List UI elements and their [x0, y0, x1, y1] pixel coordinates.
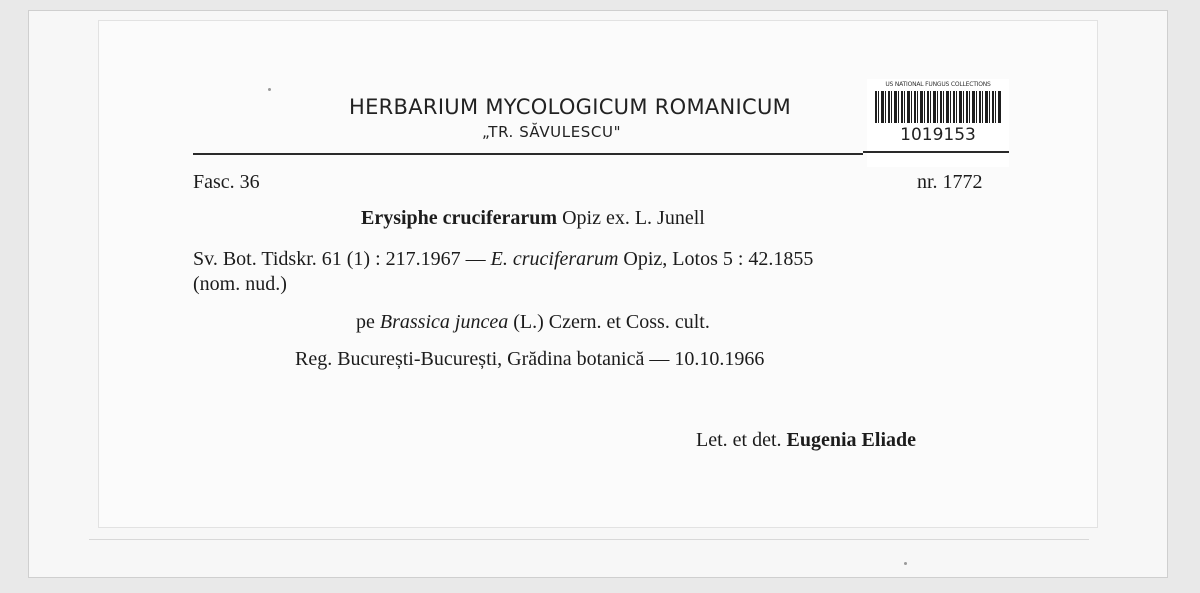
barcode-icon	[875, 91, 1001, 123]
taxon-line	[361, 208, 705, 228]
herbarium-title: HERBARIUM MYCOLOGICUM ROMANICUM	[349, 95, 792, 119]
collector-prefix: Let. et det.	[696, 429, 782, 451]
citation-synonym: E. cruciferarum	[490, 248, 619, 270]
citation-part2: Opiz, Lotos 5 : 42.1855	[623, 248, 814, 270]
barcode-number: 1019153	[900, 125, 976, 145]
envelope-flap-line	[89, 539, 1089, 540]
header-rule-left	[193, 153, 863, 155]
citation-part1: Sv. Bot. Tidskr. 61 (1) : 217.1967 —	[193, 248, 486, 270]
paper-speck	[268, 88, 271, 91]
locality-line: Reg. București-București, Grădina botanică — 10.10.1966	[295, 348, 765, 370]
paper-speck	[904, 562, 907, 565]
taxon-authority: Opiz ex. L. Junell	[562, 207, 705, 229]
specimen-number: nr. 1772	[917, 171, 983, 193]
host-line	[356, 312, 710, 332]
herbarium-label	[98, 20, 1098, 528]
fascicle-number: Fasc. 36	[193, 171, 260, 193]
collector-name: Eugenia Eliade	[786, 429, 917, 451]
host-prefix: pe	[356, 311, 375, 333]
host-name: Brassica juncea	[379, 311, 509, 333]
header-rule-right	[863, 151, 1009, 153]
citation-note: (nom. nud.)	[193, 273, 287, 295]
herbarium-subtitle: „TR. SĂVULESCU"	[482, 123, 622, 141]
barcode-label	[867, 79, 1009, 167]
host-authority: (L.) Czern. et Coss. cult.	[513, 311, 710, 333]
taxon-name: Erysiphe cruciferarum	[361, 207, 558, 229]
barcode-caption: US NATIONAL FUNGUS COLLECTIONS	[885, 81, 991, 88]
collector-line	[696, 430, 916, 450]
citation-line	[193, 249, 813, 269]
